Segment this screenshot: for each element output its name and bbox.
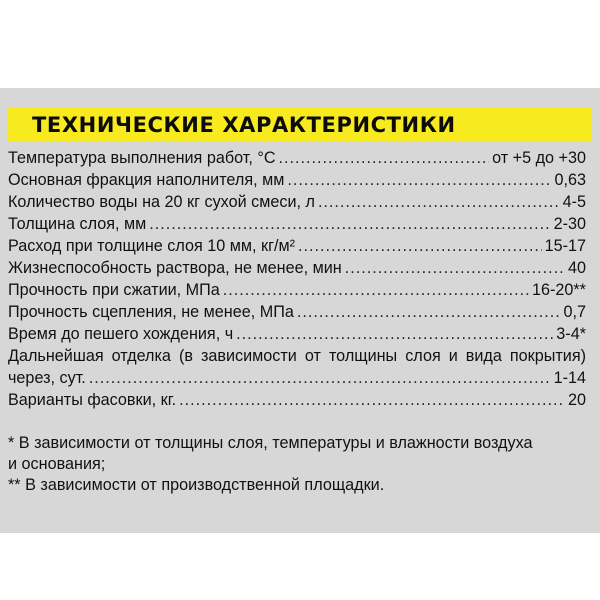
spec-label: через, сут. — [8, 369, 86, 387]
dot-leader — [179, 389, 565, 411]
spec-value: 0,63 — [554, 171, 586, 189]
dot-leader — [345, 257, 565, 279]
spec-label: Прочность сцепления, не менее, МПа — [8, 303, 294, 321]
spec-row-compressive-strength — [8, 279, 586, 301]
dot-leader — [236, 323, 553, 345]
spec-row-packaging — [8, 389, 586, 411]
spec-label: Основная фракция наполнителя, мм — [8, 171, 285, 189]
spec-label: Время до пешего хождения, ч — [8, 325, 234, 343]
dot-leader — [223, 279, 529, 301]
spec-value: 16-20** — [531, 281, 586, 299]
spec-row-adhesion-strength — [8, 301, 586, 323]
spec-label: Прочность при сжатии, МПа — [8, 281, 220, 299]
spec-label: Расход при толщине слоя 10 мм, кг/м² — [8, 237, 296, 255]
dot-leader — [149, 213, 550, 235]
spec-label-finishing-line1: Дальнейшая отделка (в зависимости от толщины слоя и вида покрытия) — [8, 347, 586, 365]
page-title: ТЕХНИЧЕСКИЕ ХАРАКТЕРИСТИКИ — [32, 113, 456, 137]
spec-label: Температура выполнения работ, °С — [8, 149, 276, 167]
spec-label: Варианты фасовки, кг. — [8, 391, 177, 409]
spec-row-filler-fraction — [8, 169, 586, 191]
footnotes — [8, 433, 588, 496]
footnote-line: ** В зависимости от производственной площадки. — [8, 476, 385, 494]
dot-leader — [298, 235, 542, 257]
dot-leader — [318, 191, 560, 213]
spec-value: 1-14 — [553, 369, 586, 387]
spec-row-pot-life — [8, 257, 586, 279]
spec-list — [8, 147, 586, 411]
spec-value: 20 — [567, 391, 586, 409]
dot-leader — [297, 301, 561, 323]
dot-leader — [287, 169, 551, 191]
spec-row-water-amount — [8, 191, 586, 213]
spec-row-consumption — [8, 235, 586, 257]
spec-row-layer-thickness — [8, 213, 586, 235]
spec-row-finishing — [8, 367, 586, 389]
title-bar — [8, 108, 592, 142]
spec-label: Количество воды на 20 кг сухой смеси, л — [8, 193, 315, 211]
dot-leader — [89, 367, 551, 389]
footnote-line: и основания; — [8, 455, 106, 473]
spec-label: Жизнеспособность раствора, не менее, мин — [8, 259, 342, 277]
spec-value: 0,7 — [563, 303, 586, 321]
spec-value: 15-17 — [544, 237, 586, 255]
spec-row-walking-time — [8, 323, 586, 345]
spec-label: Толщина слоя, мм — [8, 215, 147, 233]
spec-value: 40 — [567, 259, 586, 277]
spec-value: от +5 до +30 — [492, 149, 586, 167]
footnote-line: * В зависимости от толщины слоя, температуры и влажности воздуха — [8, 434, 533, 452]
spec-value: 2-30 — [553, 215, 586, 233]
dot-leader — [279, 147, 490, 169]
spec-row-temperature — [8, 147, 586, 169]
spec-value: 3-4* — [556, 325, 586, 343]
spec-value: 4-5 — [562, 193, 586, 211]
